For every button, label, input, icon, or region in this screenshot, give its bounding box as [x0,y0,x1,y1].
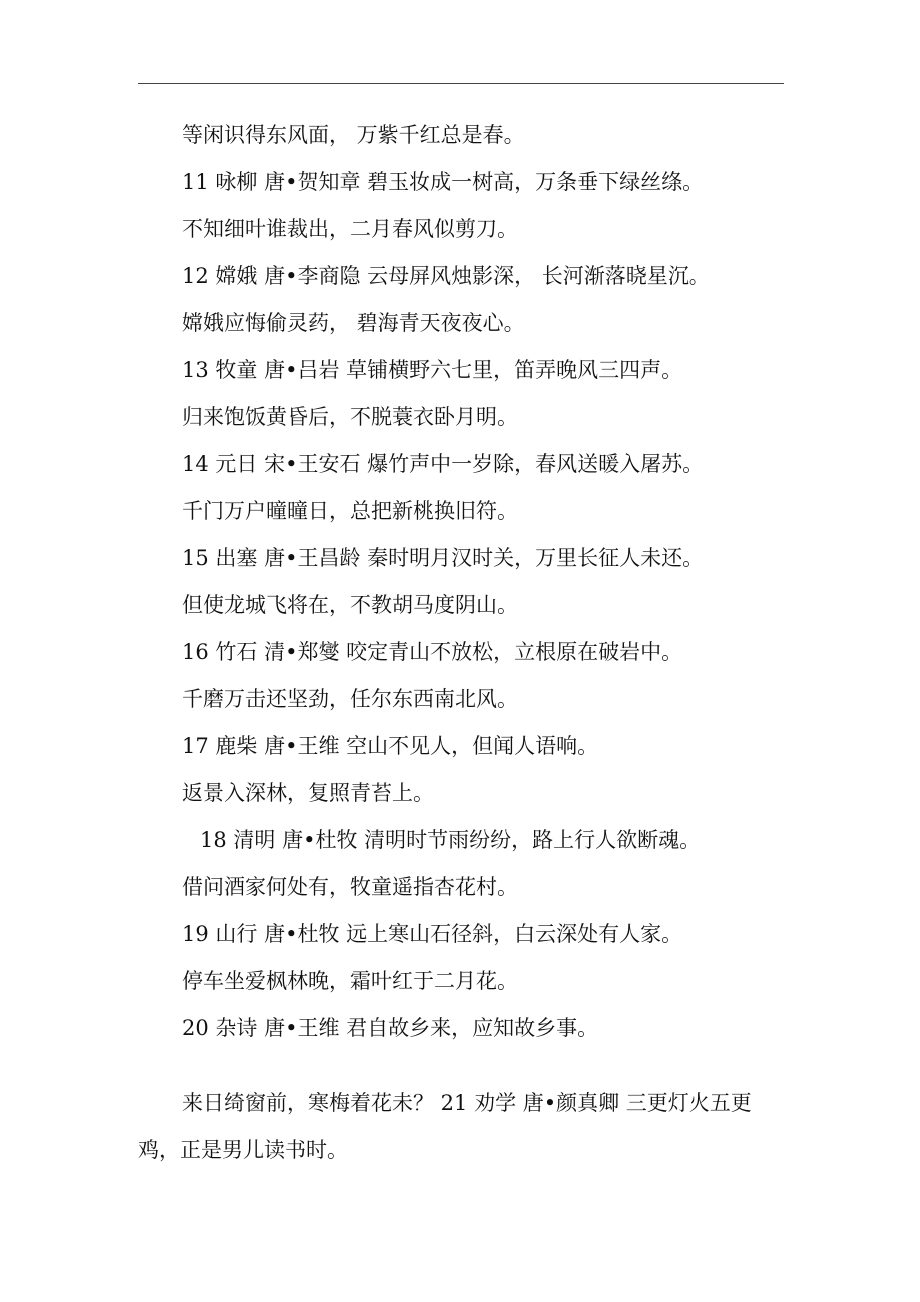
text-line: 归来饱饭黄昏后，不脱蓑衣卧月明。 [182,405,518,429]
text-line: 千磨万击还坚劲，任尔东西南北风。 [182,687,518,711]
text-line: 不知细叶谁裁出，二月春风似剪刀。 [182,217,518,241]
text-line: 17 鹿柴 唐•王维 空山不见人，但闻人语响。 [182,734,599,758]
text-line: 12 嫦娥 唐•李商隐 云母屏风烛影深， 长河渐落晓星沉。 [182,264,710,288]
text-line: 停车坐爱枫林晚，霜叶红于二月花。 [182,969,518,993]
text-line: 11 咏柳 唐•贺知章 碧玉妆成一树高，万条垂下绿丝绦。 [182,170,704,194]
text-line: 返景入深林，复照青苔上。 [182,781,434,805]
text-line: 13 牧童 唐•吕岩 草铺横野六七里，笛弄晚风三四声。 [182,358,683,382]
text-line: 20 杂诗 唐•王维 君自故乡来，应知故乡事。 [182,1016,599,1040]
text-paragraph: 来日绮窗前，寒梅着花未？ 21 劝学 唐•颜真卿 三更灯火五更鸡，正是男儿读书时。 [138,1091,752,1162]
text-line: 15 出塞 唐•王昌龄 秦时明月汉时关，万里长征人未还。 [182,546,704,570]
text-line: 等闲识得东风面， 万紫千红总是春。 [182,123,525,147]
text-line: 但使龙城飞将在，不教胡马度阴山。 [182,593,518,617]
text-line: 18 清明 唐•杜牧 清明时节雨纷纷，路上行人欲断魂。 [200,828,701,852]
text-line: 14 元日 宋•王安石 爆竹声中一岁除，春风送暖入屠苏。 [182,452,704,476]
header-rule [138,83,784,84]
text-line: 19 山行 唐•杜牧 远上寒山石径斜，白云深处有人家。 [182,922,683,946]
text-line: 借问酒家何处有，牧童遥指杏花村。 [182,875,518,899]
text-line: 嫦娥应悔偷灵药， 碧海青天夜夜心。 [182,311,525,335]
text-line: 16 竹石 清•郑燮 咬定青山不放松，立根原在破岩中。 [182,640,683,664]
text-line: 千门万户曈曈日，总把新桃换旧符。 [182,499,518,523]
